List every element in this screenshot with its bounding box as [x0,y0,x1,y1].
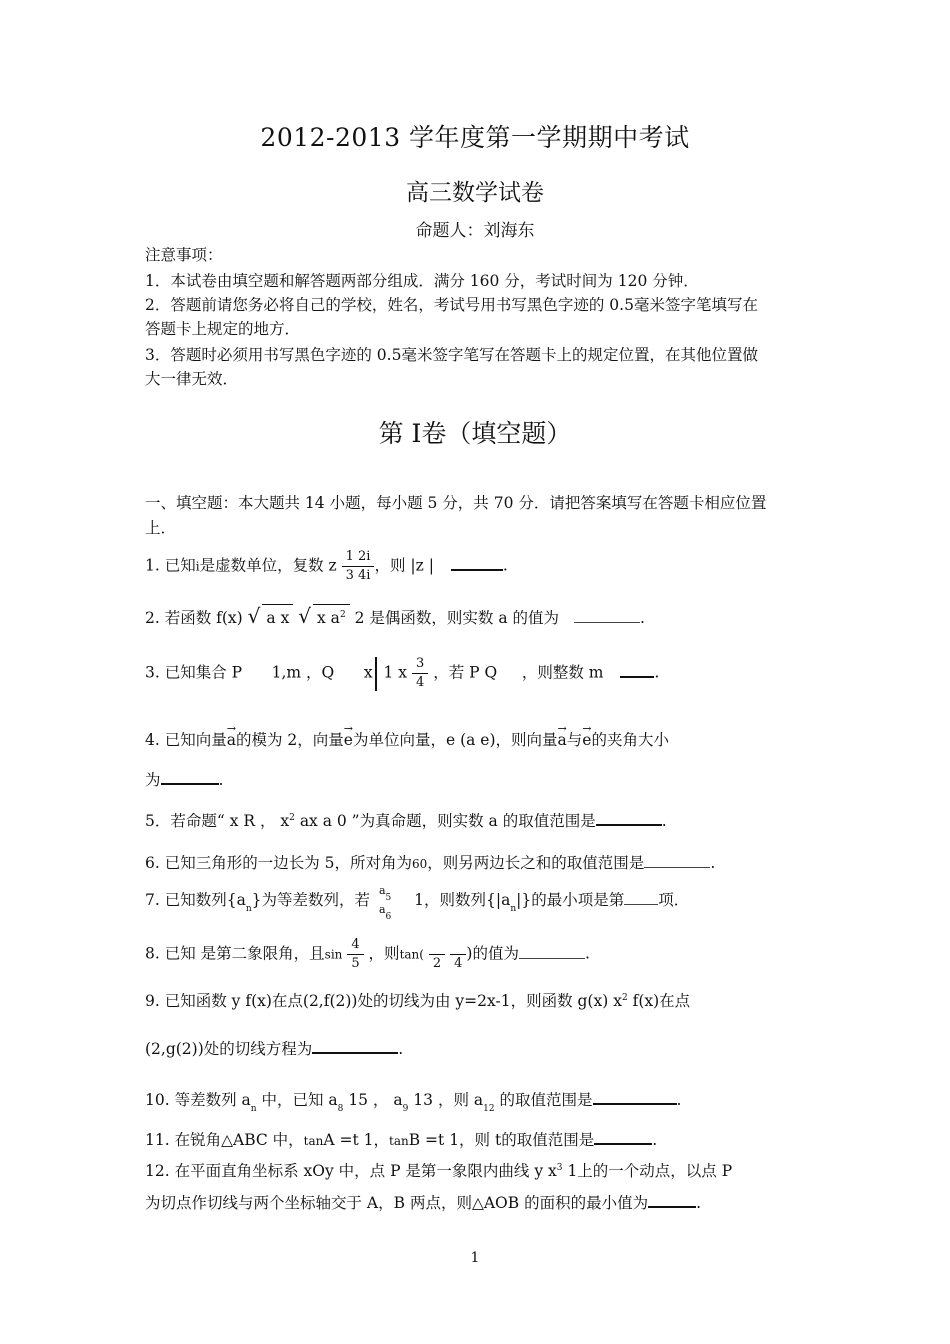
answer-blank-11 [594,1127,652,1145]
question-12: 12. 在平面直角坐标系 xOy 中，点 P 是第一象限内曲线 y $x^3$ 1上的一个动点，以点 P [145,1162,733,1180]
q1-fraction: $\frac{1 2i}{3 4i}$ [342,548,375,585]
notice-line-3a: 3．答题时必须用书写黑色字迹的 0.5毫米签字笔写在答题卡上的规定位置，在其他位置做 [145,346,758,364]
sqrt-icon: √ [247,604,261,628]
answer-blank-4 [161,767,219,785]
vector-e: → e [582,727,591,753]
question-9: 9. 已知函数 y f(x)在点(2,f(2))处的切线为由 y=2x-1，则函数 g(x) $x^2$ f(x)在点 [145,992,691,1010]
answer-blank-3 [620,660,654,678]
section-title: 第 I卷（填空题） [378,419,572,448]
q3-fraction: $\frac{3}{4}$ [412,655,428,692]
page-number: 1 [470,1250,480,1266]
question-12-line-2: 为切点作切线与两个坐标轴交于 A，B 两点，则△AOB 的面积的最小值为 . [145,1190,701,1216]
question-11: 11. 在锐角△ABC 中，tanA =t 1，tanB =t 1，则 t的取值范围是 . [145,1127,657,1154]
question-10: 10. 等差数列 $a_n$ 中，已知 $a_8$ 15 ， $a_9$ 13 ，则 $a_{12}$ 的取值范围是 . [145,1087,681,1116]
section-intro-line-1: 一、填空题：本大题共 14 小题，每小题 5 分，共 70 分．请把答案填写在答题卡相应位置 [145,494,767,512]
answer-blank-8 [519,942,585,959]
exam-title: 2012-2013 学年度第一学期期中考试 [260,123,690,152]
question-6: 6. 已知三角形的一边长为 5，所对角为60，则另两边长之和的取值范围是 . [145,850,715,877]
answer-blank-10 [593,1087,677,1105]
answer-blank-5 [596,808,662,826]
question-5: 5．若命题“ x R ， $x^2$ ax a 0 ”为真命题，则实数 a 的取值范围是 . [145,808,667,837]
question-9-line-2: (2,g(2))处的切线方程为 . [145,1036,403,1062]
question-8: 8. 已知 是第二象限角，且sin $\frac{4}{5}$ ，则tan( 2 4 )的值为 . [145,937,590,971]
q8-pi-frac: 4 [450,936,466,973]
notice-heading: 注意事项： [145,246,223,264]
question-4: 4. 已知向量→ a的模为 2，向量→ e为单位向量，e (a e)，则向量→ a与→ e的夹角大小 [145,727,669,753]
answer-blank-12 [648,1190,696,1208]
question-7: 7. 已知数列$\{a_n\}$为等差数列，若 $a_5$ $a_6$ 1，则数列$\{|a_n|\}$的最小项是第 项． [145,884,690,922]
exam-subtitle: 高三数学试卷 [406,180,544,206]
notice-line-2a: 2．答题前请您务必将自己的学校，姓名，考试号用书写黑色字迹的 0.5毫米签字笔填写在 [145,296,758,314]
answer-blank-7 [624,888,658,905]
question-3: 3. 已知集合 P 1,m ，Q x 1 x $\frac{3}{4}$ ，若 P Q ，则整数 m . [145,656,660,690]
question-4-line-2: 为 . [145,767,223,793]
section-intro-line-2: 上． [145,519,177,537]
vector-a: → a [558,727,567,753]
question-1: 1. 已知i是虚数单位，复数 z $\frac{1 2i}{3 4i}$ ，则 |z | . [145,549,508,583]
answer-blank-1 [451,553,503,571]
exam-author: 命题人：刘海东 [415,221,535,241]
question-2: 2. 若函数 f(x) √ a x √ x $a^2$ 2 是偶函数，则实数 a 的值为 . [145,603,645,634]
sqrt-icon: √ [298,604,312,628]
notice-line-3b: 大一律无效． [145,370,239,388]
vector-a: → a [227,727,236,753]
q8-fraction: $\frac{4}{5}$ [347,936,363,973]
q8-alpha-frac: 2 [429,936,445,973]
vector-e: → e [344,727,353,753]
answer-blank-2 [574,606,640,623]
set-divider [375,657,377,691]
answer-blank-6 [644,851,710,868]
notice-line-1: 1．本试卷由填空题和解答题两部分组成．满分 160 分，考试时间为 120 分钟． [145,272,699,290]
notice-line-2b: 答题卡上规定的地方． [145,320,301,338]
answer-blank-9 [312,1036,398,1054]
q7-ratio: $a_5$ $a_6$ [378,884,392,922]
